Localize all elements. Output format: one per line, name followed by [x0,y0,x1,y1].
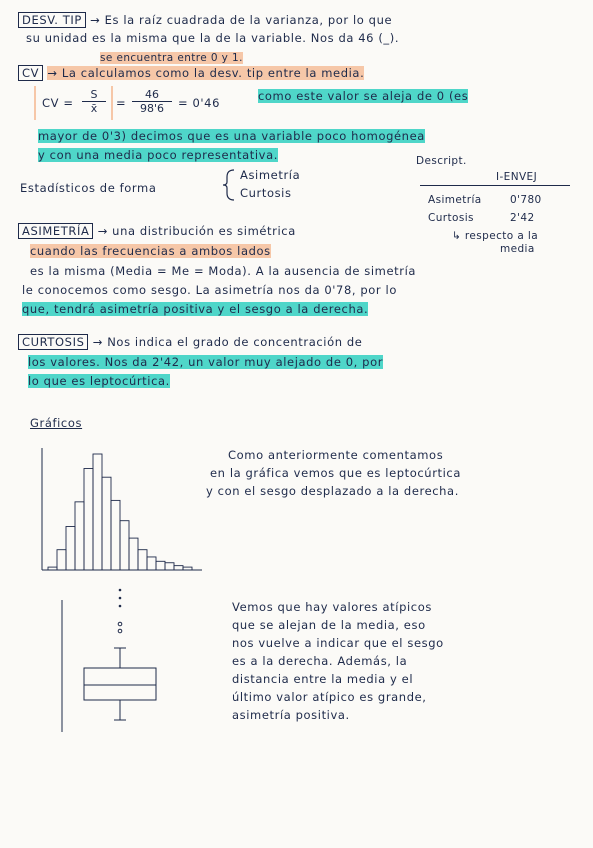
cv-equals: = [116,96,127,110]
asimetria-line3: es la misma (Media = Me = Moda). A la ausencia de simetría [30,264,417,278]
outlier-mark [119,589,122,592]
outlier-mark [118,622,122,626]
hist-text-line2: en la gráfica vemos que es leptocúrtica [210,466,461,480]
descript-title: Descript. [416,155,467,167]
histogram-bar [165,563,174,570]
asimetria-line5: que, tendrá asimetría positiva y el sesgo a la derecha. [22,302,369,316]
histogram-bar [138,550,147,570]
histogram-bar [48,567,57,570]
histogram-bar [183,567,192,570]
boxplot-chart [50,582,200,742]
hist-text-line1: Como anteriormente comentamos [228,448,444,462]
asimetria-label: ASIMETRÍA [18,223,93,239]
hist-text-line3: y con el sesgo desplazado a la derecha. [206,484,459,498]
box-text-line7: asimetría positiva. [232,708,350,722]
asimetria-line1: → una distribución es simétrica [97,224,296,238]
box-text-line4: es a la derecha. Además, la [232,654,408,668]
histogram-bar [84,469,93,571]
cv-line1: → La calculamos como la desv. tip entre la media. [47,66,365,80]
asimetria-section [18,224,296,238]
box-text-line6: último valor atípico es grande, [232,690,427,704]
forma-item-curtosis: Curtosis [240,186,292,200]
cv-section [18,66,364,80]
brace-icon [222,168,236,202]
curtosis-line2: los valores. Nos da 2'42, un valor muy alejado de 0, por [28,355,384,369]
desv-tip-line1: → Es la raíz cuadrada de la varianza, por lo que [90,13,393,27]
histogram-bar [93,454,102,570]
histogram-bar [102,477,111,570]
descript-row-curtosis-name: Curtosis [428,212,474,224]
forma-item-asimetria: Asimetría [240,168,301,182]
forma-label: Estadísticos de forma [20,181,157,195]
histogram-bar [129,538,138,570]
desv-tip-label: DESV. TIP [18,12,86,28]
descript-row-asimetria-value: 0'780 [510,194,542,206]
descript-column: I-ENVEJ [496,171,538,183]
histogram-bar [66,527,75,571]
descript-rule [420,185,570,186]
curtosis-line3: lo que es leptocúrtica. [28,374,170,388]
outlier-mark [119,597,122,600]
cv-comment2: mayor de 0'3) decimos que es una variable poco homogénea [38,129,425,143]
graficos-title: Gráficos [30,416,83,430]
outlier-mark [118,629,122,633]
curtosis-section [18,335,362,349]
box-text-line5: distancia entre la media y el [232,672,414,686]
histogram-bar [75,502,84,570]
asimetria-line4: le conocemos como sesgo. La asimetría nos da 0'78, por lo [22,283,397,297]
histogram-bar [120,521,129,570]
cv-fraction-sx: $\frac{S}{x̄}$ [82,88,106,115]
asimetria-side-note2: media [500,243,535,255]
cv-comment1: como este valor se aleja de 0 (es [258,89,469,103]
cv-comment3: y con una media poco representativa. [38,148,278,162]
histogram-bar [147,557,156,570]
cv-note-above: se encuentra entre 0 y 1. [100,52,243,64]
box-text-line3: nos vuelve a indicar que el sesgo [232,636,444,650]
descript-row-curtosis-value: 2'42 [510,212,535,224]
cv-result: = 0'46 [178,96,221,110]
asimetria-side-note1: ↳ respecto a la [452,230,539,242]
histogram-bar [111,500,120,570]
histogram-bar [156,561,165,570]
cv-label: CV [18,65,43,81]
box-iqr [84,668,156,700]
curtosis-line1: → Nos indica el grado de concentración de [92,335,363,349]
desv-tip-section [18,13,392,27]
histogram-chart [36,444,206,574]
descript-row-asimetria-name: Asimetría [428,194,482,206]
cv-formula-left: CV = [42,96,74,110]
cv-fraction-values: $\frac{46}{98'6}$ [132,88,172,115]
box-text-line1: Vemos que hay valores atípicos [232,600,432,614]
outlier-mark [119,605,122,608]
box-text-line2: que se alejan de la media, eso [232,618,426,632]
histogram-bar [57,550,66,570]
desv-tip-line2: su unidad es la misma que la de la variable. Nos da 46 (_). [26,31,400,45]
histogram-bar [174,566,183,570]
asimetria-line2: cuando las frecuencias a ambos lados [30,244,271,258]
curtosis-label: CURTOSIS [18,334,88,350]
